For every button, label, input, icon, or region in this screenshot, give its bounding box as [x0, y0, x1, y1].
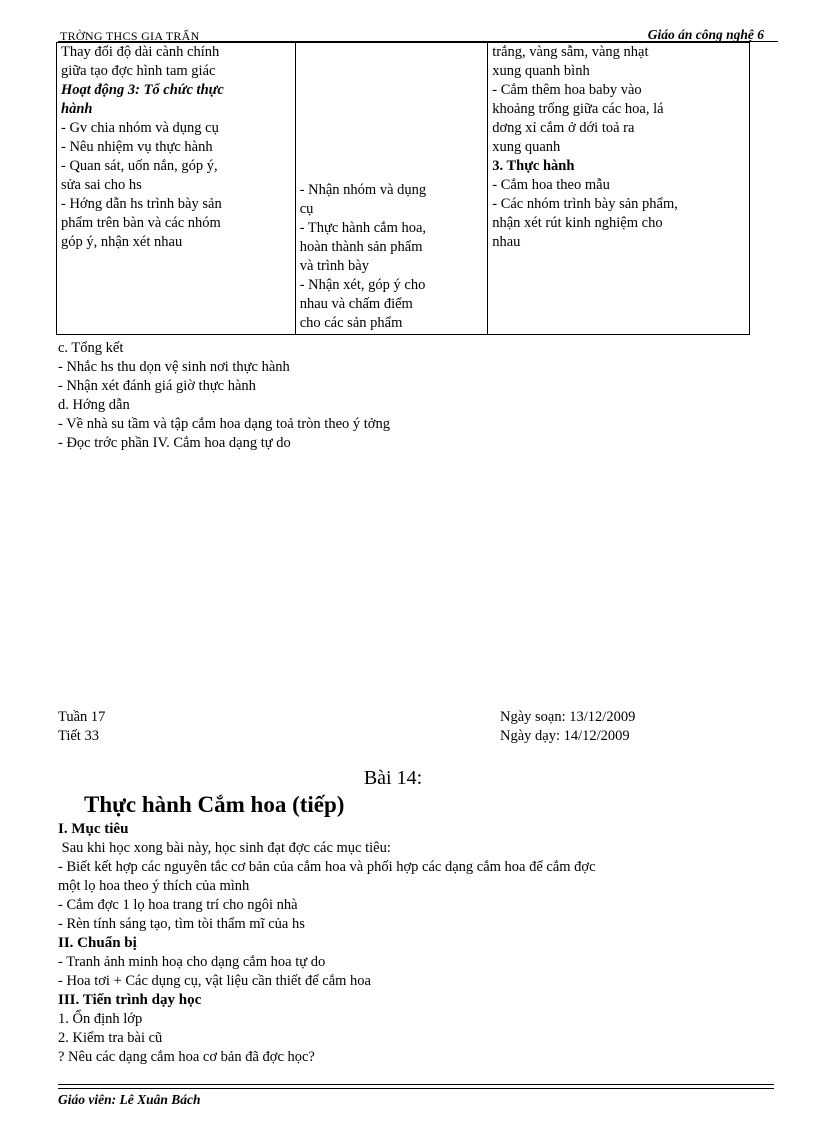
subject-title: Giáo án công nghệ 6 — [647, 27, 764, 42]
section-heading: II. Chuẩn bị — [58, 935, 137, 951]
lesson-title: Thực hành Cắm hoa (tiếp) — [84, 792, 345, 817]
body-line: - Hoa tơi + Các dụng cụ, vật liệu cần thiết để cắm hoa — [58, 973, 371, 989]
school-name: TRỜNG THCS GIA TRẤN — [60, 29, 200, 43]
table-line: - Nhận nhóm và dụng — [299, 182, 427, 198]
table-line: cho các sản phẩm — [299, 315, 403, 331]
teacher-activity-cell — [57, 43, 296, 335]
activity-table — [56, 42, 750, 335]
summary-line: d. Hớng dẫn — [58, 397, 130, 413]
table-line: phẩm trên bàn và các nhóm — [61, 215, 221, 231]
body-line: - Rèn tính sáng tạo, tìm tòi thẩm mĩ của hs — [58, 916, 305, 932]
body-line: một lọ hoa theo ý thích của mình — [58, 878, 250, 894]
summary-line: c. Tổng kết — [58, 340, 124, 356]
date-taught: Ngày dạy: 14/12/2009 — [500, 728, 630, 744]
table-line: cụ — [299, 201, 314, 217]
date-prepared: Ngày soạn: 13/12/2009 — [500, 709, 636, 725]
table-row — [57, 43, 750, 335]
table-line: - Nhận xét, góp ý cho — [299, 277, 426, 293]
content-cell — [488, 43, 750, 335]
table-line: góp ý, nhận xét nhau — [61, 234, 183, 250]
body-line: - Cắm đợc 1 lọ hoa trang trí cho ngôi nhà — [58, 897, 298, 913]
student-activity-cell — [295, 43, 488, 335]
summary-line: - Về nhà su tầm và tập cắm hoa dạng toả tròn theo ý tởng — [58, 416, 390, 432]
footer-rule — [58, 1088, 774, 1089]
table-line: hoàn thành sản phẩm — [299, 239, 423, 255]
week-period — [58, 708, 105, 746]
table-line: - Thực hành cắm hoa, — [299, 220, 427, 236]
body-line: ? Nêu các dạng cắm hoa cơ bản đã đợc học? — [58, 1049, 315, 1065]
table-line: - Nêu nhiệm vụ thực hành — [61, 139, 213, 155]
lesson-number: Bài 14: — [363, 767, 423, 789]
table-line: - Gv chia nhóm và dụng cụ — [61, 120, 219, 136]
table-line: nhau và chấm điểm — [299, 296, 413, 312]
section-heading: III. Tiến trình dạy học — [58, 992, 202, 1008]
period: Tiết 33 — [58, 728, 99, 744]
summary-line: - Nhận xét đánh giá giờ thực hành — [58, 378, 256, 394]
teacher-name: Giáo viên: Lê Xuân Bách — [58, 1092, 201, 1107]
body-line: - Tranh ảnh minh hoạ cho dạng cắm hoa tự do — [58, 954, 326, 970]
table-line: khoảng trống giữa các hoa, lá — [492, 101, 664, 117]
table-line: và trình bày — [299, 258, 369, 274]
body-line: 1. Ổn định lớp — [58, 1011, 143, 1027]
summary-line: - Nhắc hs thu dọn vệ sinh nơi thực hành — [58, 359, 290, 375]
table-line: xung quanh bình — [492, 63, 590, 79]
table-line: - Quan sát, uốn nắn, góp ý, — [61, 158, 218, 174]
body-line: 2. Kiểm tra bài cũ — [58, 1030, 163, 1046]
week: Tuần 17 — [58, 709, 106, 725]
activity-heading: Hoạt động 3: Tổ chức thực — [61, 82, 224, 98]
table-line: xung quanh — [492, 139, 561, 155]
body-line: - Biết kết hợp các nguyên tắc cơ bản của cắm hoa và phối hợp các dạng cắm hoa để cắm đợc — [58, 859, 596, 875]
table-line: sửa sai cho hs — [61, 177, 142, 193]
body-line: Sau khi học xong bài này, học sinh đạt đợc các mục tiêu: — [58, 840, 391, 856]
table-line: trắng, vàng sẫm, vàng nhạt — [492, 44, 649, 60]
table-line: nhận xét rút kinh nghiệm cho — [492, 215, 663, 231]
summary-line: - Đọc trớc phần IV. Cắm hoa dạng tự do — [58, 435, 291, 451]
section-heading: I. Mục tiêu — [58, 821, 129, 837]
table-line: - Các nhóm trình bày sản phẩm, — [492, 196, 678, 212]
table-line: Thay đổi độ dài cành chính — [61, 44, 220, 60]
table-line: - Cắm thêm hoa baby vào — [492, 82, 642, 98]
dates — [500, 708, 635, 746]
section-heading: 3. Thực hành — [492, 158, 575, 174]
table-line: giữa tạo đợc hình tam giác — [61, 63, 216, 79]
table-line: - Cắm hoa theo mẫu — [492, 177, 610, 193]
table-line: dơng xỉ cắm ở dới toả ra — [492, 120, 635, 136]
summary-block — [58, 339, 390, 453]
table-line: nhau — [492, 234, 521, 250]
activity-heading: hành — [61, 101, 93, 117]
footer-rule — [58, 1084, 774, 1085]
table-line: - Hớng dẫn hs trình bày sản — [61, 196, 222, 212]
lesson-body — [58, 820, 770, 1067]
